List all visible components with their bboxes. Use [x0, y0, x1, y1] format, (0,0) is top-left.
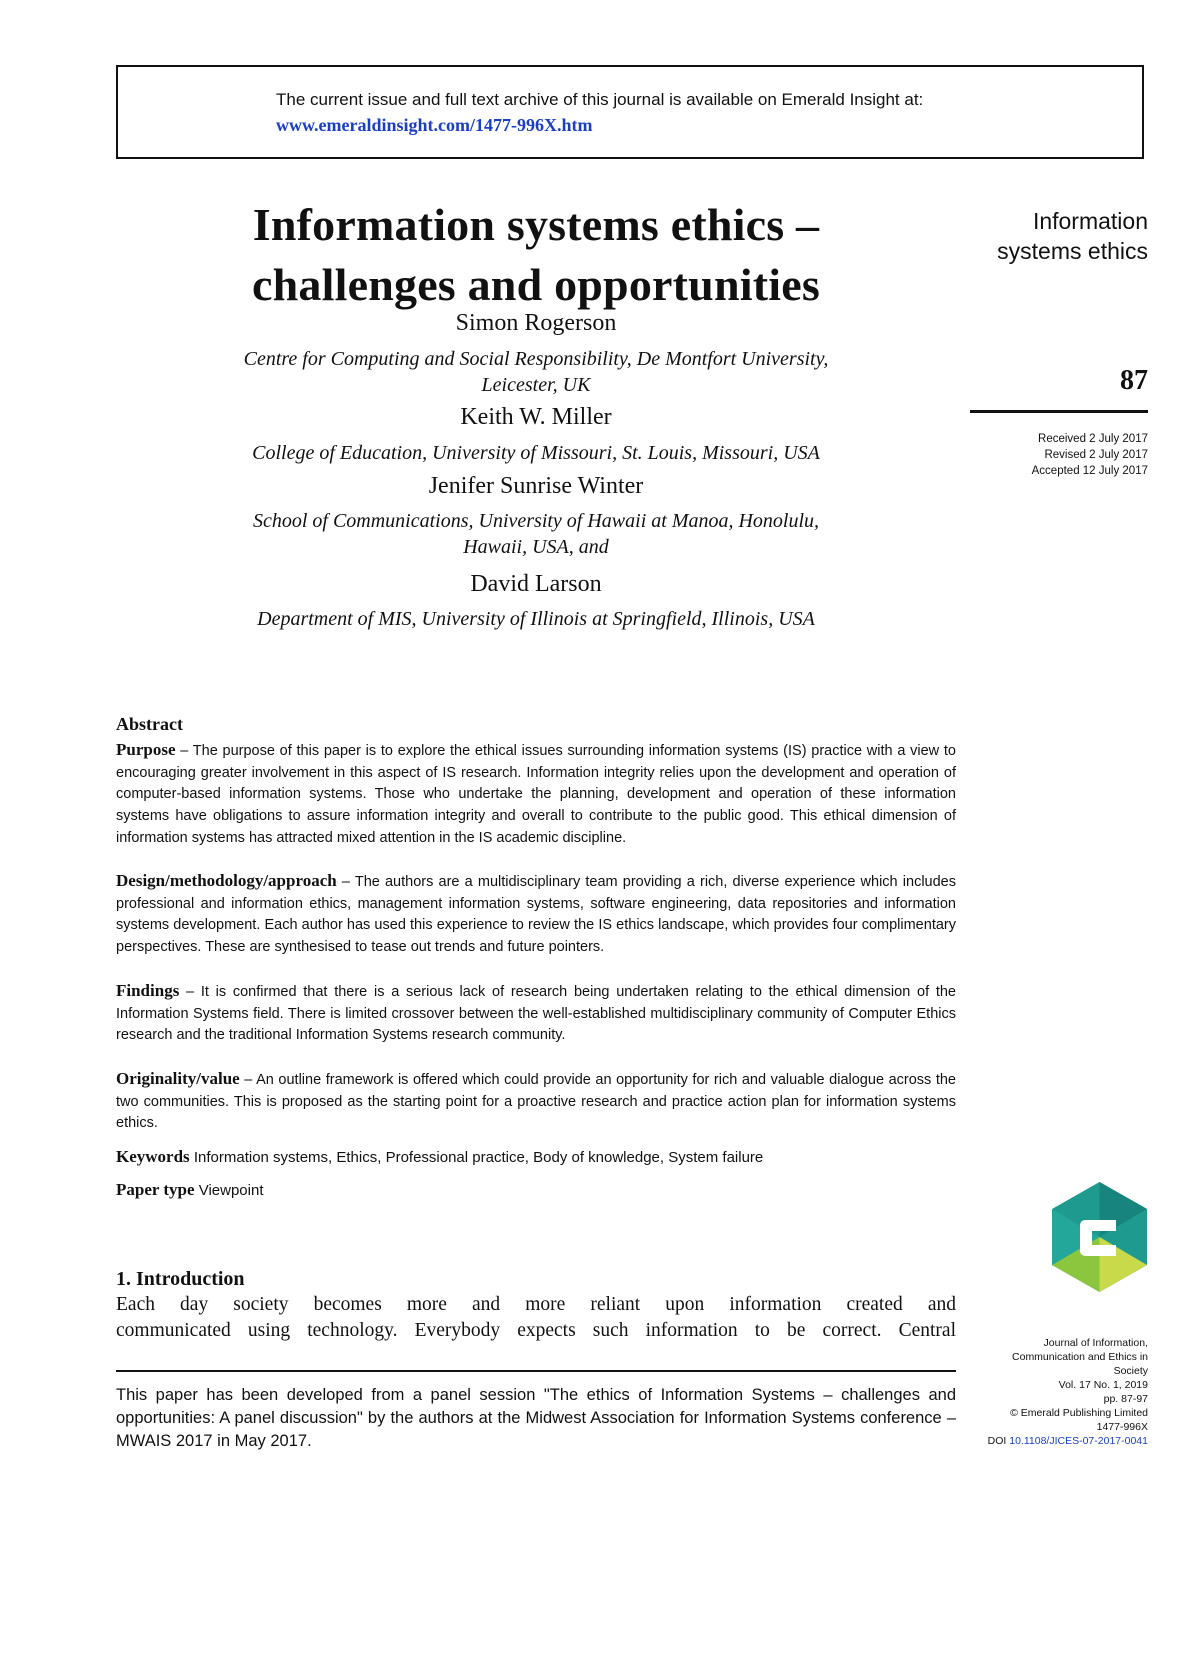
- journal-info-line: 1477-996X: [1096, 1421, 1148, 1433]
- keywords-text: Information systems, Ethics, Professional practice, Body of knowledge, System failure: [189, 1149, 764, 1166]
- section-heading: 1. Introduction: [116, 1268, 245, 1290]
- keywords-label: Keywords: [116, 1147, 190, 1166]
- running-head-line-2: systems ethics: [997, 238, 1148, 264]
- findings-text: – It is confirmed that there is a serious lack of research being undertaken relating to the ethical dimension of the Information Systems field. There is limited crossover between the well-established multidisciplinary community of Computer Ethics research and the traditional Information Systems research community.: [116, 984, 956, 1044]
- author-affiliation: [116, 440, 956, 466]
- footnote-rule: [116, 1370, 956, 1372]
- footnote: This paper has been developed from a panel session "The ethics of Information Systems – challenges and opportunities: A panel discussion" by the authors at the Midwest Association for Information Systems conference – MWAIS 2017 in May 2017.: [116, 1386, 956, 1450]
- abstract-heading: Abstract: [116, 714, 183, 734]
- banner-text: The current issue and full text archive of this journal is available on Emerald Insight at:: [276, 90, 924, 109]
- title-line-1: Information systems ethics –: [252, 199, 820, 250]
- margin-rule: [970, 410, 1148, 413]
- abstract-findings: [116, 980, 956, 1047]
- doi-line: [948, 1434, 1148, 1448]
- doi-link[interactable]: 10.1108/JICES-07-2017-0041: [1009, 1435, 1148, 1447]
- journal-info-line: Society: [1113, 1365, 1148, 1377]
- paper-title: [116, 195, 956, 315]
- journal-availability-banner: [116, 65, 1144, 159]
- affiliation-line: School of Communications, University of Hawaii at Manoa, Honolulu,: [252, 510, 820, 532]
- author-affiliation: [116, 508, 956, 560]
- date-accepted: Accepted 12 July 2017: [1031, 465, 1148, 477]
- doi-label: DOI: [987, 1435, 1010, 1447]
- affiliation-line: Centre for Computing and Social Responsibility, De Montfort University,: [243, 348, 829, 370]
- author-name: David Larson: [470, 571, 602, 597]
- affiliation-line: College of Education, University of Missouri, St. Louis, Missouri, USA: [252, 442, 820, 464]
- date-revised: Revised 2 July 2017: [1044, 449, 1148, 461]
- abstract-design: [116, 870, 956, 959]
- purpose-label: Purpose: [116, 740, 176, 759]
- journal-url-link[interactable]: www.emeraldinsight.com/1477-996X.htm: [276, 115, 593, 135]
- keywords: [116, 1147, 763, 1167]
- journal-info-line: Communication and Ethics in: [1012, 1351, 1148, 1363]
- affiliation-line: Leicester, UK: [481, 374, 591, 396]
- emerald-logo: [1052, 1182, 1147, 1292]
- journal-info-line: © Emerald Publishing Limited: [1010, 1407, 1148, 1419]
- paper-type-label: Paper type: [116, 1180, 195, 1199]
- design-label: Design/methodology/approach: [116, 871, 337, 890]
- affiliation-line: Hawaii, USA, and: [463, 536, 609, 558]
- page-number: 87: [1120, 365, 1148, 396]
- findings-label: Findings: [116, 981, 180, 1000]
- design-text: – The authors are a multidisciplinary team providing a rich, diverse experience which includes professional and information ethics, management information systems, software engineering, data repositories and information systems development. Each author has used this experience to review the IS ethics landscape, which provides four complimentary perspectives. These are synthesised to tease out trends and future pointers.: [116, 874, 956, 956]
- originality-text: – An outline framework is offered which could provide an opportunity for rich and valuable dialogue across the two communities. This is proposed as the starting point for a proactive research and practice action plan for information systems ethics.: [116, 1072, 956, 1132]
- paper-type-text: Viewpoint: [194, 1182, 264, 1199]
- affiliation-line: Department of MIS, University of Illinois at Springfield, Illinois, USA: [257, 608, 815, 630]
- author-name: Keith W. Miller: [460, 404, 612, 430]
- author-affiliation: [116, 346, 956, 398]
- date-received: Received 2 July 2017: [1038, 433, 1148, 445]
- running-head-line-1: Information: [1032, 208, 1148, 234]
- originality-label: Originality/value: [116, 1069, 240, 1088]
- author-affiliation: [116, 606, 956, 632]
- intro-paragraph-line: communicated using technology. Everybody expects such information to be correct. Central: [116, 1320, 956, 1341]
- running-head: [928, 206, 1148, 266]
- title-line-2: challenges and opportunities: [252, 259, 820, 310]
- journal-info: [948, 1336, 1148, 1448]
- journal-info-line: pp. 87-97: [1103, 1393, 1148, 1405]
- intro-paragraph-line: Each day society becomes more and more reliant upon information created and: [116, 1294, 956, 1315]
- author-name: Jenifer Sunrise Winter: [428, 473, 644, 499]
- journal-info-line: Vol. 17 No. 1, 2019: [1058, 1379, 1148, 1391]
- paper-type: [116, 1180, 263, 1200]
- submission-dates: [1032, 431, 1148, 479]
- purpose-text: – The purpose of this paper is to explore the ethical issues surrounding information systems (IS) practice with a view to encouraging greater involvement in this aspect of IS research. Information integrity relies upon the development and operation of computer-based information systems. Those who undertake the planning, development and operation of these information systems have obligations to assure information integrity and overall to contribute to the public good. This ethical dimension of information systems has attracted mixed attention in the IS academic discipline.: [116, 743, 956, 846]
- abstract-originality: [116, 1068, 956, 1135]
- author-name: Simon Rogerson: [455, 310, 617, 336]
- abstract-purpose: [116, 739, 956, 850]
- journal-info-line: Journal of Information,: [1043, 1337, 1148, 1349]
